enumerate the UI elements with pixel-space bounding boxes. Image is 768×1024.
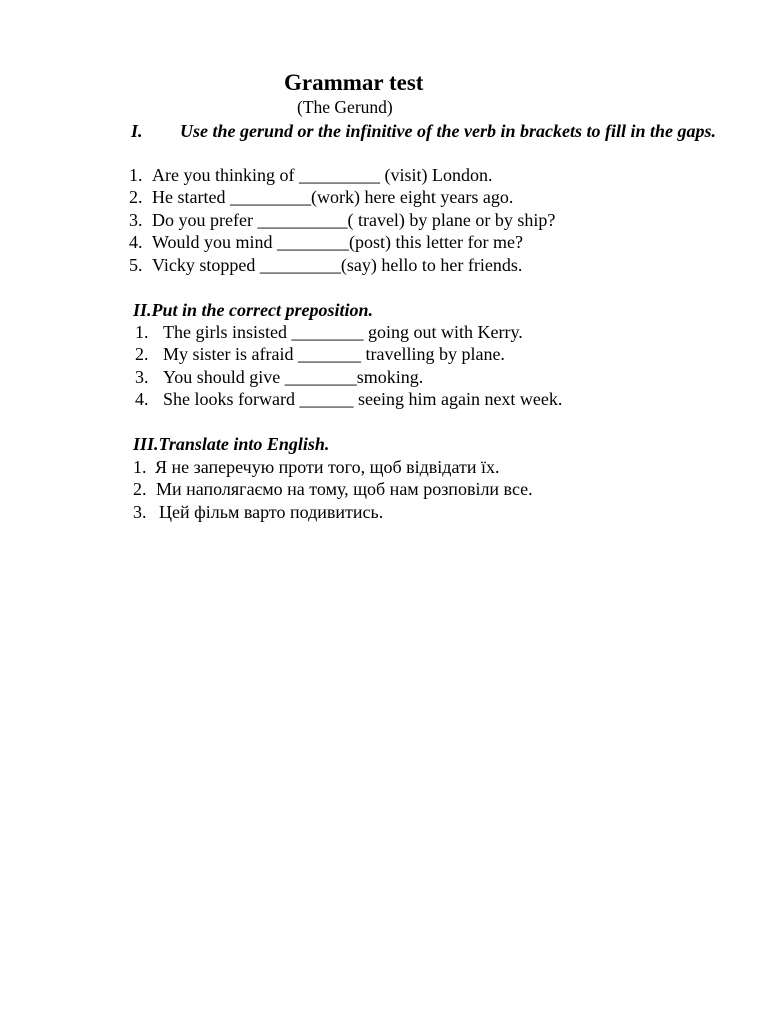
item-number: 2. (133, 479, 147, 499)
item-text: The girls insisted ________ going out with Kerry. (163, 322, 523, 342)
item-text: Цей фільм варто подивитись. (159, 502, 384, 522)
item-number: 3. (129, 210, 143, 230)
item-text: Are you thinking of _________ (visit) London. (152, 165, 493, 185)
page-subtitle: (The Gerund) (297, 97, 393, 117)
item-number: 2. (135, 344, 149, 364)
item-number: 1. (129, 165, 143, 185)
section-2-heading: II.Put in the correct preposition. (133, 300, 374, 320)
item-text: Do you prefer __________( travel) by plane or by ship? (152, 210, 556, 230)
item-text: Vicky stopped _________(say) hello to her friends. (152, 255, 523, 275)
item-number: 1. (135, 322, 149, 342)
item-number: 4. (135, 389, 149, 409)
item-text: He started _________(work) here eight years ago. (152, 187, 514, 207)
item-number: 5. (129, 255, 143, 275)
item-text: My sister is afraid _______ travelling by plane. (163, 344, 505, 364)
section-1-number: I. (131, 121, 143, 141)
section-1-instruction: Use the gerund or the infinitive of the verb in brackets to fill in the gaps. (180, 121, 717, 141)
item-text: Ми наполягаємо на тому, щоб нам розповіли все. (156, 479, 533, 499)
item-number: 1. (133, 457, 147, 477)
item-text: Would you mind ________(post) this letter for me? (152, 232, 523, 252)
item-number: 2. (129, 187, 143, 207)
item-number: 4. (129, 232, 143, 252)
section-3-heading: III.Translate into English. (133, 434, 330, 454)
page-title: Grammar test (284, 70, 424, 95)
item-number: 3. (135, 367, 149, 387)
item-text: She looks forward ______ seeing him again next week. (163, 389, 563, 409)
item-text: You should give ________smoking. (163, 367, 424, 387)
item-number: 3. (133, 502, 147, 522)
item-text: Я не заперечую проти того, щоб відвідати їх. (155, 457, 500, 477)
